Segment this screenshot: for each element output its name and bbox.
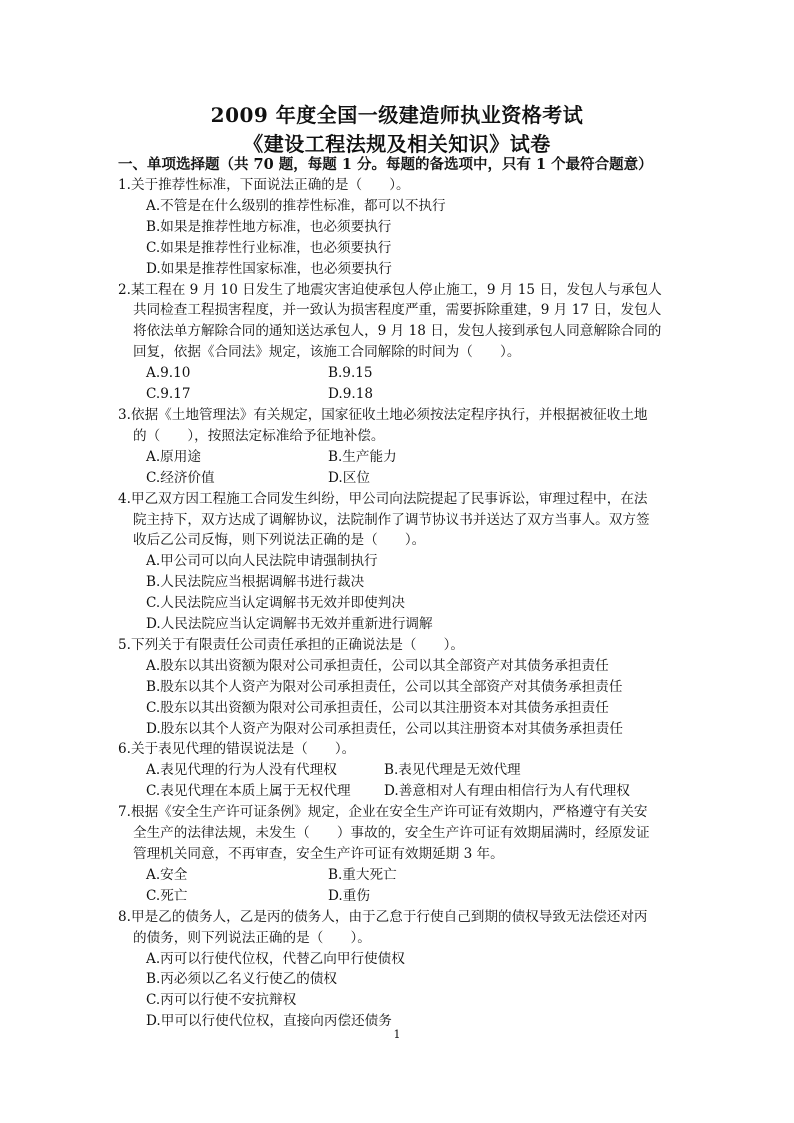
page-number: 1: [393, 1028, 401, 1041]
option-d: D.9.18: [328, 386, 374, 403]
question-text: 7.根据《安全生产许可证条例》规定，企业在安全生产许可证有效期内，严格遵守有关安: [118, 804, 648, 821]
option-b: B.人民法院应当根据调解书进行裁决: [146, 574, 365, 591]
question-1: [118, 175, 678, 280]
option-row: [146, 781, 678, 802]
option-d: D.重伤: [328, 887, 370, 904]
question-text-cont: 管理机关同意，不再审查，安全生产许可证有效期延期 3 年。: [133, 846, 504, 862]
option-row: [146, 384, 678, 405]
option-d: D.股东以其个人资产为限对公司承担责任，公司以其注册资本对其债务承担责任: [146, 720, 623, 737]
option-c: C.人民法院应当认定调解书无效并即使判决: [146, 595, 405, 612]
question-3: [118, 405, 678, 489]
option-a: A.安全: [146, 866, 188, 883]
question-text: 3.依据《土地管理法》有关规定，国家征收土地必须按法定程序执行，并根据被征收土地: [118, 406, 648, 423]
option-b: B.重大死亡: [328, 866, 397, 883]
question-text-cont: 回复，依据《合同法》规定，该施工合同解除的时间为（ ）。: [133, 344, 521, 361]
section-heading: 一、单项选择题（共 70 题，每题 1 分。每题的备选项中，只有 1 个最符合题意）: [118, 156, 653, 173]
option-row: [146, 447, 678, 468]
option-b: B.生产能力: [328, 448, 397, 465]
question-text-cont: 的债务，则下列说法正确的是（ ）。: [133, 929, 371, 946]
option-b: B.如果是推荐性地方标准，也必须要执行: [146, 218, 392, 235]
question-text: 1.关于推荐性标准，下面说法正确的是（ ）。: [118, 177, 410, 193]
option-d: D.人民法院应当认定调解书无效并重新进行调解: [146, 616, 433, 633]
question-text-cont: 收后乙公司反悔，则下列说法正确的是（ ）。: [133, 532, 426, 549]
question-text: 2.某工程在 9 月 10 日发生了地震灾害迫使承包人停止施工，9 月 15 日，发包人与承包人: [118, 281, 662, 298]
question-5: [118, 635, 678, 740]
question-text-cont: 院主持下，双方达成了调解协议，法院制作了调节协议书并送达了双方当事人。双方签: [133, 511, 650, 528]
option-row: [146, 363, 678, 384]
question-6: [118, 739, 678, 802]
question-4: [118, 489, 678, 635]
option-c: C.表见代理在本质上属于无权代理: [146, 783, 351, 800]
option-c: C.如果是推荐性行业标准，也必须要执行: [146, 239, 392, 256]
option-row: [146, 865, 678, 886]
option-c: C.股东以其出资额为限对公司承担责任，公司以其注册资本对其债务承担责任: [146, 699, 609, 716]
exam-subtitle: 《建设工程法规及相关知识》试卷: [243, 132, 551, 156]
option-b: B.表见代理是无效代理: [384, 762, 521, 779]
exam-title: 2009 年度全国一级建造师执业资格考试: [210, 103, 584, 127]
option-a: A.9.10: [146, 365, 191, 382]
option-d: D.区位: [328, 469, 370, 486]
question-text: 6.关于表见代理的错误说法是（ ）。: [118, 741, 356, 758]
question-text: 4.甲乙双方因工程施工合同发生纠纷，甲公司向法院提起了民事诉讼，审理过程中，在法: [118, 490, 648, 507]
option-a: A.股东以其出资额为限对公司承担责任，公司以其全部资产对其债务承担责任: [146, 657, 609, 674]
option-c: C.9.17: [146, 386, 191, 403]
option-d: D.甲可以行使代位权，直接向丙偿还债务: [146, 1013, 392, 1030]
option-c: C.丙可以行使不安抗辩权: [146, 992, 297, 1009]
option-b: B.股东以其个人资产为限对公司承担责任，公司以其全部资产对其债务承担责任: [146, 678, 623, 695]
option-b: B.9.15: [328, 365, 373, 382]
option-row: [146, 886, 678, 907]
option-b: B.丙必须以乙名义行使乙的债权: [146, 971, 338, 988]
option-a: A.丙可以行使代位权，代替乙向甲行使债权: [146, 950, 405, 967]
option-row: [146, 760, 678, 781]
question-list: [118, 175, 678, 1032]
option-c: C.死亡: [146, 887, 188, 904]
question-7: [118, 802, 678, 907]
question-text-cont: 共同检查工程损害程度，并一致认为损害程度严重，需要拆除重建，9 月 17 日，发包人: [133, 302, 662, 319]
question-text-cont: 的（ ），按照法定标准给予征地补偿。: [133, 427, 385, 444]
option-a: A.表见代理的行为人没有代理权: [146, 762, 337, 779]
question-8: [118, 907, 678, 1032]
question-text: 5.下列关于有限责任公司责任承担的正确说法是（ ）。: [118, 636, 465, 653]
option-c: C.经济价值: [146, 469, 215, 486]
option-d: D.如果是推荐性国家标准，也必须要执行: [146, 260, 392, 277]
option-row: [146, 468, 678, 489]
question-text-cont: 将依法单方解除合同的通知送达承包人，9 月 18 日，发包人接到承包人同意解除合同的: [133, 323, 662, 340]
question-text-cont: 全生产的法律法规，未发生（ ）事故的，安全生产许可证有效期届满时，经原发证: [133, 825, 650, 842]
question-text: 8.甲是乙的债务人，乙是丙的债务人，由于乙怠于行使自己到期的债权导致无法偿还对丙: [118, 908, 648, 925]
option-a: A.不管是在什么级别的推荐性标准，都可以不执行: [146, 197, 446, 214]
option-a: A.原用途: [146, 448, 201, 465]
question-2: [118, 280, 678, 405]
option-d: D.善意相对人有理由相信行为人有代理权: [384, 783, 630, 800]
option-a: A.甲公司可以向人民法院申请强制执行: [146, 553, 378, 570]
